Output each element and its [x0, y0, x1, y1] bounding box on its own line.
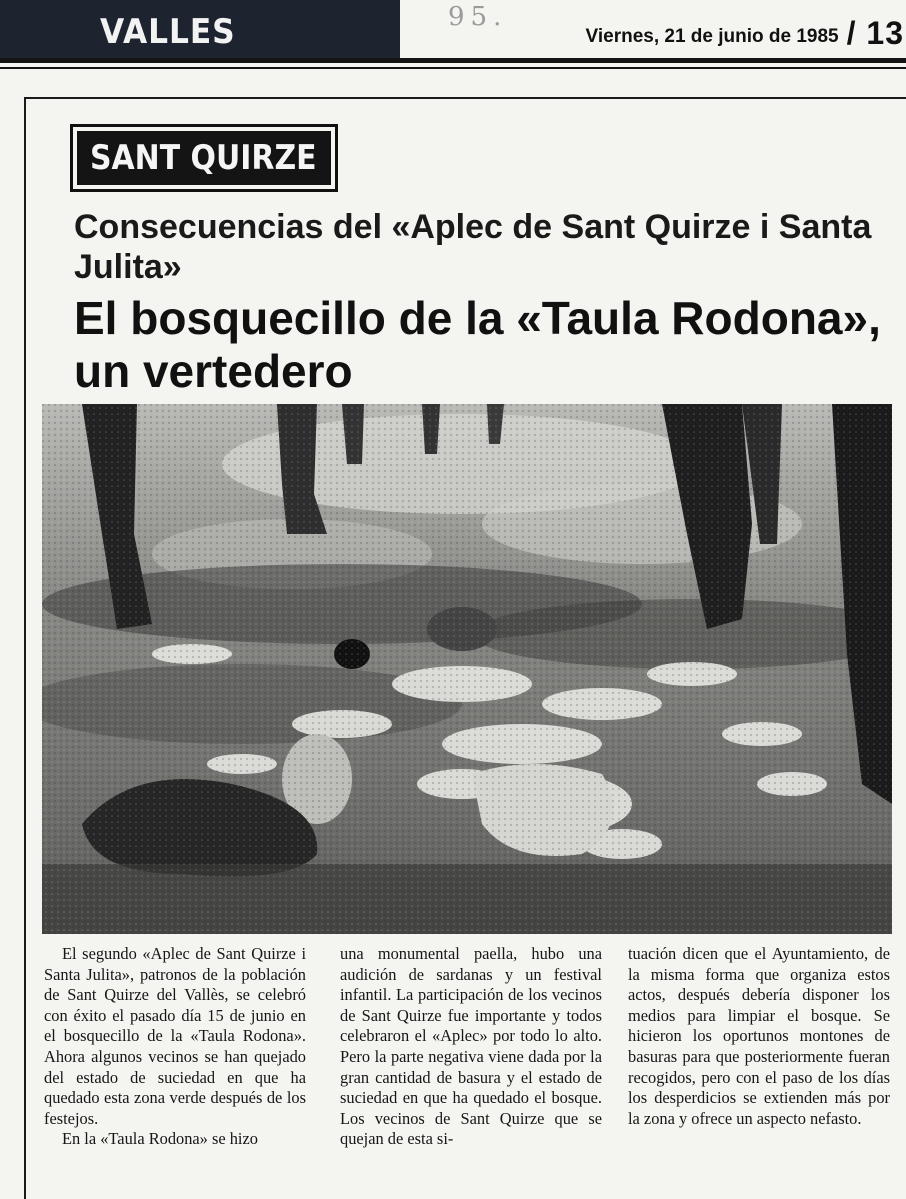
article-paragraph: tuación dicen que el Ayuntamiento, de la misma forma que organiza estos actos, después debería disponer los medios para limpiar el bosque. Se hicieron los oportunos montones de basuras para que posteriormente fueran recogidos, pero con el paso de los días los desperdicios se extienden más por la zona y ofrece un aspecto nefasto. [628, 944, 890, 1128]
article-body [42, 944, 892, 1180]
article-column-1 [44, 944, 306, 1150]
article-paragraph: En la «Taula Rodona» se hizo [62, 1129, 258, 1149]
section-title: VALLES [100, 12, 236, 52]
article-paragraph: El segundo «Aplec de Sant Quirze i Santa Julita», patronos de la población de Sant Quirze del Vallès, se celebró con éxito el pasado día 15 de junio en el bosquecillo de la «Taula Rodona». Ahora algunos vecinos se han quejado del estado de suciedad en que ha quedado esta zona verde después de los festejos. [44, 944, 306, 1128]
article-subhead: Consecuencias del «Aplec de Sant Quirze i Santa Julita» [74, 208, 872, 286]
kicker-box [70, 124, 338, 192]
handwritten-mark: 95. [448, 2, 508, 32]
kicker-label: SANT QUIRZE [77, 131, 330, 185]
forest-litter-photo-icon [42, 404, 892, 934]
article-column-2 [340, 944, 602, 1150]
header-rule-thin [0, 67, 906, 69]
article-headline: El bosquecillo de la «Taula Rodona», un vertedero [74, 292, 881, 397]
page-number: / 13 [846, 14, 904, 51]
header-dateline [586, 8, 906, 58]
issue-date: Viernes, 21 de junio de 1985 [585, 26, 839, 47]
article-paragraph: una monumental paella, hubo una audición de sardanas y un festival infantil. La participación de los vecinos de Sant Quirze fue importante y todos celebraron el «Aplec» por todo lo alto. Pero la parte negativa viene dada por la gran cantidad de basura y el estado de suciedad en que ha quedado el bosque. Los vecinos de Sant Quirze que se quejan de esta si- [340, 944, 602, 1149]
header-rule-thick [0, 58, 906, 63]
article-column-3 [628, 944, 890, 1129]
